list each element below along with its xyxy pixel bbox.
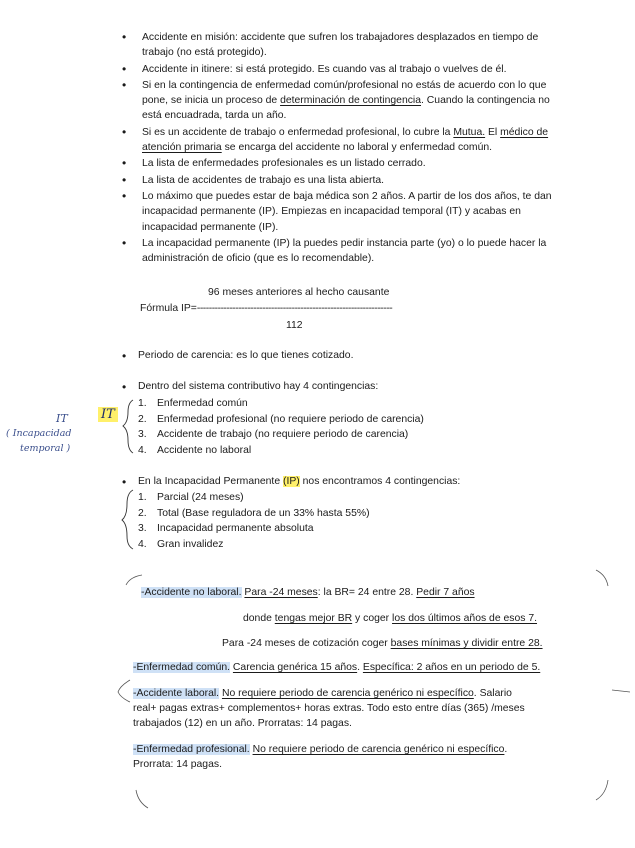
- list-item: • Si en la contingencia de enfermedad común/profesional no estás de acuerdo con lo que pone, se inicia un proceso de determinación de contingencia. Cuando la contingencia no está encuadrada, tarda un año.: [118, 78, 563, 124]
- corner-mark-left-mid: [118, 680, 130, 702]
- corner-mark-top-right: [596, 570, 608, 586]
- list-item: • Lo máximo que puedes estar de baja médica son 2 años. A partir de los dos años, te dan incapacidad permanente (IP). Empiezas en incapacidad temporal (IT) y acabas en incapacidad permanente (IP).: [118, 189, 563, 235]
- bullet-dot: •: [122, 380, 127, 394]
- ip-tag: (IP): [283, 476, 300, 487]
- contributivo-list: [138, 396, 424, 458]
- list-item: 1. Enfermedad común: [138, 398, 248, 409]
- list-item: 1. Parcial (24 meses): [138, 492, 244, 503]
- formula-line: [140, 303, 392, 314]
- note-no-laboral-line2: donde tengas mejor BR y coger los dos últimos años de esos 7.: [243, 613, 538, 624]
- note-profesional: -Enfermedad profesional. No requiere periodo de carencia genérico ni específico. Prorrata: 14 pagas.: [133, 744, 508, 770]
- list-item: 4. Gran invalidez: [138, 538, 224, 550]
- contributivo-bullet: [122, 380, 379, 394]
- list-item: 2. Total (Base reguladora de un 33% hasta 55%): [138, 507, 370, 519]
- note-label: -Accidente laboral.: [133, 688, 220, 699]
- list-item: 2. Enfermedad profesional (no requiere periodo de carencia): [138, 413, 424, 425]
- corner-mark-right-mid: [612, 690, 630, 692]
- formula-label: Fórmula IP=: [140, 303, 197, 314]
- note-label: -Enfermedad común.: [133, 662, 231, 673]
- it-tag: IT: [98, 407, 118, 422]
- list-item: 3. Accidente de trabajo (no requiere periodo de carencia): [138, 429, 409, 440]
- note-label: -Enfermedad profesional.: [133, 744, 250, 755]
- bullet-dot: •: [122, 349, 127, 363]
- list-item: 4. Accidente no laboral: [138, 444, 252, 456]
- formula-dashes: ------------------------------------------------------------------: [196, 303, 393, 314]
- note-no-laboral-line3: Para -24 meses de cotización coger bases mínimas y dividir entre 28.: [222, 638, 543, 649]
- note-no-laboral-line1: -Accidente no laboral. Para -24 meses: la BR= 24 entre 28. Pedir 7 años: [141, 587, 475, 598]
- brace-ip: [122, 490, 133, 549]
- list-item: • La incapacidad permanente (IP) la puedes pedir instancia parte (yo) o lo puede hacer la administración de oficio (que es lo recomendable).: [118, 236, 563, 267]
- ip-bullet: • En la Incapacidad Permanente (IP) nos encontramos 4 contingencias:: [122, 475, 461, 489]
- formula-denominator: 112: [286, 320, 303, 331]
- note-label: -Accidente no laboral.: [141, 587, 242, 598]
- note-laboral: -Accidente laboral. No requiere periodo de carencia genérico ni específico. Salario real+ pagas extras+ complementos+ horas extras. Todo esto entre días (365) /meses trabajados (12) en un año. Prorratas: 14 pagas.: [133, 688, 525, 729]
- underlined-term: determinación de contingencia: [280, 95, 422, 107]
- corner-mark-bottom-right: [596, 780, 608, 800]
- margin-note-line2: temporal ): [20, 443, 71, 454]
- bullet-dot: •: [122, 475, 127, 489]
- underlined-term: Mutua.: [453, 126, 486, 138]
- underlined-term: médico de atención primaria: [142, 126, 549, 154]
- bullet-list: [118, 30, 563, 266]
- list-item: • Accidente in itinere: si está protegido. Es cuando vas al trabajo o vuelves de él.: [118, 62, 563, 77]
- list-item: • La lista de accidentes de trabajo es una lista abierta.: [118, 173, 563, 188]
- brace-contributivo: [123, 400, 133, 453]
- list-item: • Si es un accidente de trabajo o enfermedad profesional, lo cubre la Mutua. El médico de atención primaria se encarga del accidente no laboral y enfermedad común.: [118, 125, 563, 156]
- list-item: 3. Incapacidad permanente absoluta: [138, 523, 314, 534]
- formula-numerator: 96 meses anteriores al hecho causante: [208, 287, 390, 298]
- corner-mark-bottom-left: [136, 790, 148, 808]
- ip-list: [138, 490, 370, 552]
- corner-mark-top-left: [126, 575, 142, 585]
- note-comun: -Enfermedad común. Carencia genérica 15 años. Específica: 2 años en un periodo de 5.: [133, 662, 541, 673]
- list-item: • Accidente en misión: accidente que sufren los trabajadores desplazados en tiempo de trabajo (no está protegido).: [118, 30, 563, 61]
- carencia-bullet: [122, 349, 354, 363]
- list-item: • La lista de enfermedades profesionales es un listado cerrado.: [118, 156, 563, 171]
- contributivo-intro: Dentro del sistema contributivo hay 4 contingencias:: [138, 381, 379, 392]
- carencia-text: Periodo de carencia: es lo que tienes cotizado.: [138, 350, 354, 361]
- margin-note-it: IT: [56, 412, 68, 425]
- margin-note-line1: ( Incapacidad: [6, 428, 72, 439]
